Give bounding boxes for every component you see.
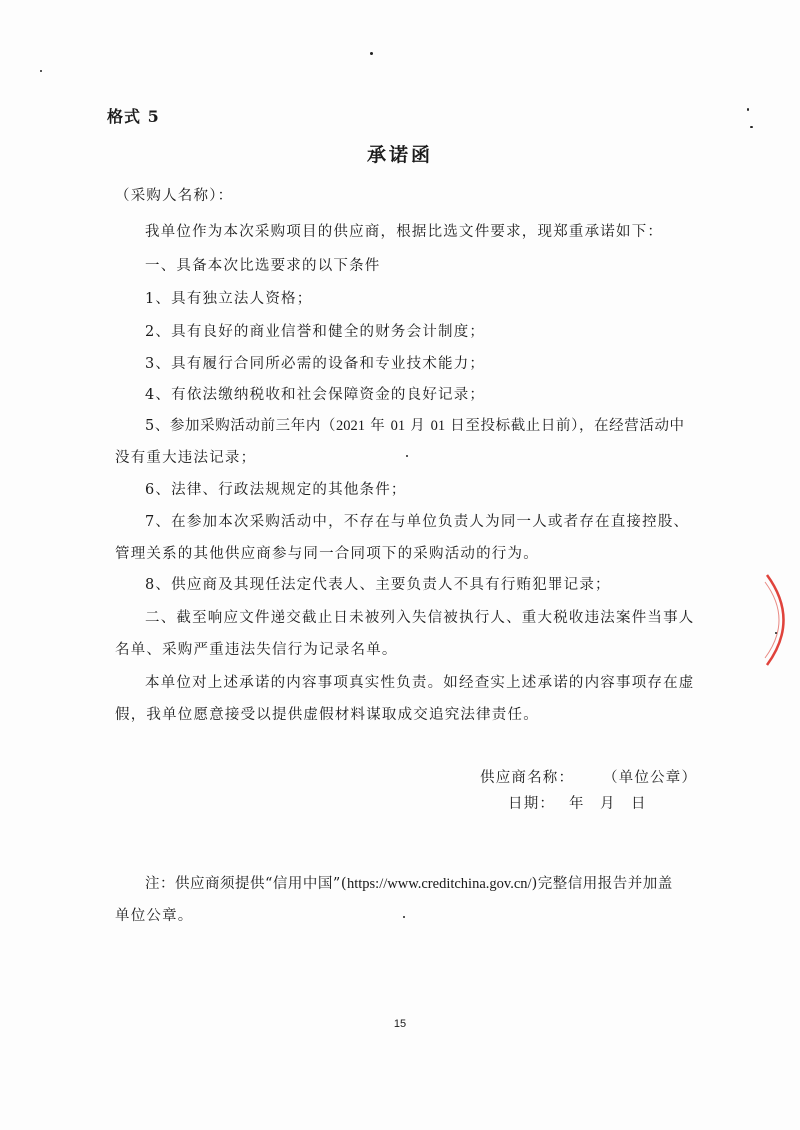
note-text-b: )完整信用报告并加盖 (531, 876, 673, 892)
condition-item-5-line-1 (145, 416, 685, 436)
format-label: 格式 5 (107, 107, 160, 126)
condition-item-7-line-1: 7、在参加本次采购活动中，不存在与单位负责人为同一人或者存在直接控股、 (145, 514, 690, 530)
condition-item-8: 8、供应商及其现任法定代表人、主要负责人不具有行贿犯罪记录； (145, 577, 611, 593)
item-5-text-a: 5、参加采购活动前三年内（ (145, 418, 337, 434)
condition-item-5-line-2: 没有重大违法记录； (115, 450, 257, 466)
condition-item-4: 4、有依法缴纳税收和社会保障资金的良好记录； (145, 387, 486, 403)
condition-item-1: 1、具有独立法人资格； (145, 291, 313, 307)
closing-line-1: 本单位对上述承诺的内容事项真实性负责。如经查实上述承诺的内容事项存在虚 (145, 675, 695, 691)
condition-item-7-line-2: 管理关系的其他供应商参与同一合同项下的采购活动的行为。 (115, 546, 539, 562)
closing-line-2: 假，我单位愿意接受以提供虚假材料谋取成交追究法律责任。 (115, 707, 539, 723)
date-month-label: 月 (600, 796, 616, 812)
date-year-label: 年 (569, 796, 585, 812)
item-5-year: 2021 (336, 418, 366, 434)
seal-label: （单位公章） (603, 770, 698, 786)
note-line-2: 单位公章。 (115, 908, 194, 924)
item-5-day: 01 (430, 418, 446, 434)
note-text-a: 注：供应商须提供“信用中国”( (145, 876, 347, 892)
intro-paragraph: 我单位作为本次采购项目的供应商，根据比选文件要求，现郑重承诺如下： (145, 224, 664, 240)
scan-speck (406, 455, 408, 457)
item-5-text-c: 月 (405, 418, 431, 434)
section-two-line-1: 二、截至响应文件递交截止日未被列入失信被执行人、重大税收违法案件当事人 (145, 610, 695, 626)
date-day-label: 日 (631, 796, 647, 812)
document-title: 承诺函 (366, 144, 433, 166)
condition-item-6: 6、法律、行政法规规定的其他条件； (145, 482, 407, 498)
section-one-heading: 一、具备本次比选要求的以下条件 (145, 258, 381, 274)
note-line-1 (145, 874, 673, 894)
addressee: （采购人名称）： (115, 188, 234, 204)
credit-china-url: https://www.creditchina.gov.cn/ (346, 876, 532, 892)
scan-speck (747, 108, 749, 111)
item-5-text-d: 日至投标截止日前），在经营活动中 (445, 418, 685, 434)
official-seal-edge (755, 570, 795, 670)
date-label: 日期： (508, 796, 556, 812)
condition-item-2: 2、具有良好的商业信誉和健全的财务会计制度； (145, 324, 486, 340)
item-5-month: 01 (390, 418, 406, 434)
section-two-line-2: 名单、采购严重违法失信行为记录名单。 (115, 642, 398, 658)
scan-speck (750, 126, 753, 128)
scan-speck (775, 632, 777, 634)
item-5-text-b: 年 (365, 418, 391, 434)
scan-speck (403, 916, 405, 918)
scan-speck (40, 70, 42, 72)
supplier-name-label: 供应商名称： (480, 770, 575, 786)
condition-item-3: 3、具有履行合同所必需的设备和专业技术能力； (145, 356, 486, 372)
page-number: 15 (393, 1018, 407, 1030)
scan-speck (370, 52, 373, 55)
